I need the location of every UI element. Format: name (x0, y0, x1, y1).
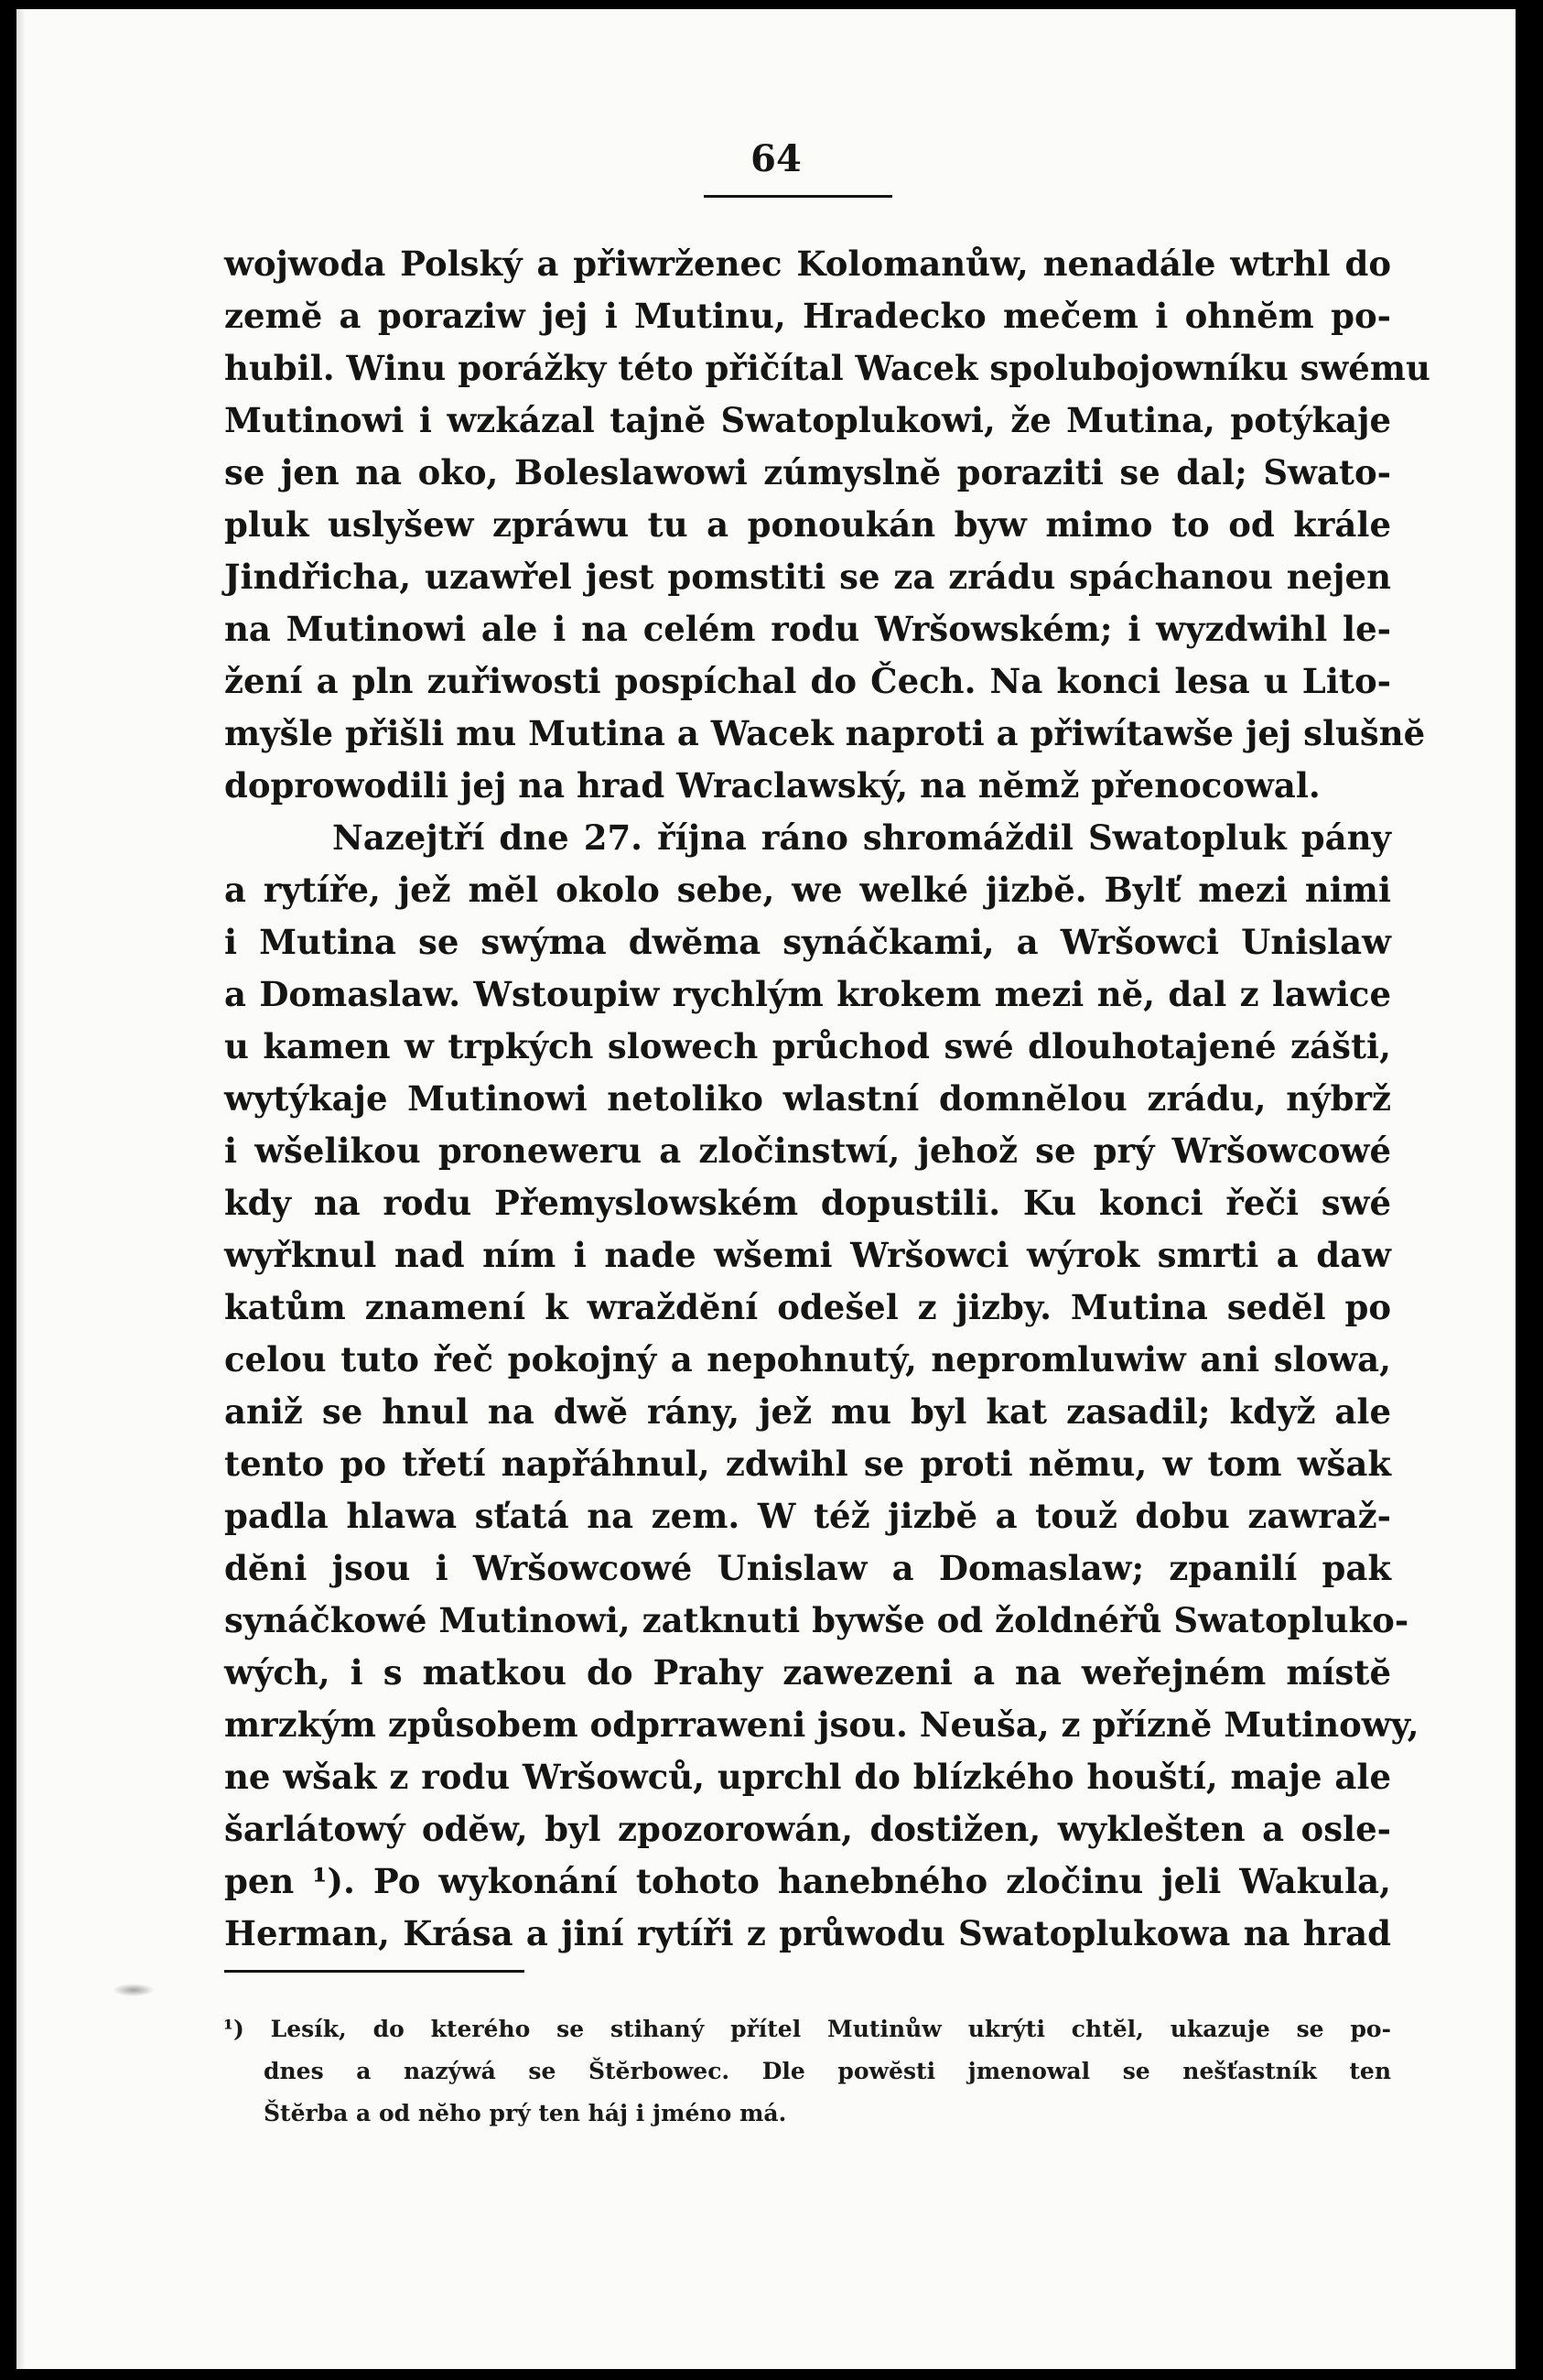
text-line: a Domaslaw. Wstoupiw rychlým krokem mezi nĕ, dal z lawice (224, 974, 1391, 1014)
text-line: celou tuto řeč pokojný a nepohnutý, nepromluwiw ani slowa, (224, 1339, 1391, 1379)
ink-smudge (113, 1984, 155, 1996)
text-line: tento po třetí napřáhnul, zdwihl se proti nĕmu, w tom wšak (224, 1444, 1391, 1484)
text-line: i Mutina se swýma dwĕma synáčkami, a Wršowci Unislaw (224, 922, 1391, 962)
text-line: šarlátowý odĕw, byl zpozorowán, dostižen, wyklešten a osle- (224, 1809, 1391, 1849)
book-page (16, 9, 1516, 2369)
text-line: wojwoda Polský a přiwrženec Kolomanůw, nenadále wtrhl do (224, 243, 1391, 284)
text-line: doprowodili jej na hrad Wraclawský, na nĕmž přenocowal. (224, 765, 1321, 806)
text-line: aniž se hnul na dwĕ rány, jež mu byl kat zasadil; když ale (224, 1391, 1391, 1432)
text-line: wých, i s matkou do Prahy zawezeni a na weřejném místĕ (224, 1652, 1391, 1693)
text-line: i wšelikou proneweru a zločinstwí, jehož se prý Wršowcowé (224, 1130, 1391, 1171)
text-line: wytýkaje Mutinowi netoliko wlastní domnĕlou zrádu, nýbrž (224, 1078, 1391, 1119)
footnote-line: dnes a nazýwá se Štĕrbowec. Dle powĕsti jmenowal se nešťastník ten (264, 2058, 1391, 2084)
text-line: se jen na oko, Boleslawowi zúmyslnĕ poraziti se dal; Swato- (224, 452, 1391, 492)
text-line: u kamen w trpkých slowech průchod swé dlouhotajené zášti, (224, 1026, 1391, 1066)
page-number: 64 (750, 137, 802, 180)
footnote-rule (224, 1970, 524, 1973)
text-line: Mutinowi i wzkázal tajnĕ Swatoplukowi, že Mutina, potýkaje (224, 400, 1391, 440)
text-line: Herman, Krása a jiní rytíři z průwodu Swatoplukowa na hrad (224, 1913, 1391, 1953)
page-edge-shadow (16, 9, 26, 2369)
text-line: na Mutinowi ale i na celém rodu Wršowském; i wyzdwihl le- (224, 609, 1391, 649)
text-line: a rytíře, jež mĕl okolo sebe, we welké jizbĕ. Bylť mezi nimi (224, 870, 1391, 910)
text-line: ne wšak z rodu Wršowců, uprchl do blízkého houští, maje ale (224, 1757, 1391, 1797)
text-line: myšle přišli mu Mutina a Wacek naproti a přiwítawše jej slušnĕ (224, 713, 1426, 753)
text-line: padla hlawa sťatá na zem. W též jizbĕ a touž dobu zawraž- (224, 1496, 1391, 1536)
text-line: pluk uslyšew zpráwu tu a ponoukán byw mimo to od krále (224, 504, 1391, 545)
text-line: katům znamení k wraždĕní odešel z jizby. Mutina sedĕl po (224, 1287, 1391, 1327)
footnote-line: ¹) Lesík, do kterého se stihaný přítel Mutinůw ukrýti chtĕl, ukazuje se po- (223, 2016, 1391, 2042)
text-line: hubil. Winu porážky této přičítal Wacek spolubojowníku swému (224, 348, 1430, 388)
text-line: zemĕ a poraziw jej i Mutinu, Hradecko mečem i ohnĕm po- (224, 296, 1391, 336)
text-line: Jindřicha, uzawřel jest pomstiti se za zrádu spáchanou nejen (224, 557, 1391, 597)
text-line: Nazejtří dne 27. října ráno shromáždil Swatopluk pány (332, 817, 1391, 858)
footnote-line: Štĕrba a od nĕho prý ten háj i jméno má. (264, 2100, 787, 2126)
page-number-rule (704, 195, 892, 198)
text-line: wyřknul nad ním i nade wšemi Wršowci wýrok smrti a daw (224, 1235, 1391, 1275)
text-line: pen ¹). Po wykonání tohoto hanebného zločinu jeli Wakula, (224, 1861, 1391, 1901)
text-line: kdy na rodu Přemyslowském dopustili. Ku konci řeči swé (224, 1183, 1391, 1223)
text-line: žení a pln zuřiwosti pospíchal do Čech. Na konci lesa u Lito- (224, 661, 1391, 701)
text-line: mrzkým způsobem odprraweni jsou. Neuša, z přízně Mutinowy, (224, 1704, 1419, 1745)
text-line: dĕni jsou i Wršowcowé Unislaw a Domaslaw; zpanilí pak (224, 1548, 1391, 1588)
text-line: synáčkowé Mutinowi, zatknuti bywše od žoldnéřů Swatopluko- (224, 1600, 1409, 1640)
